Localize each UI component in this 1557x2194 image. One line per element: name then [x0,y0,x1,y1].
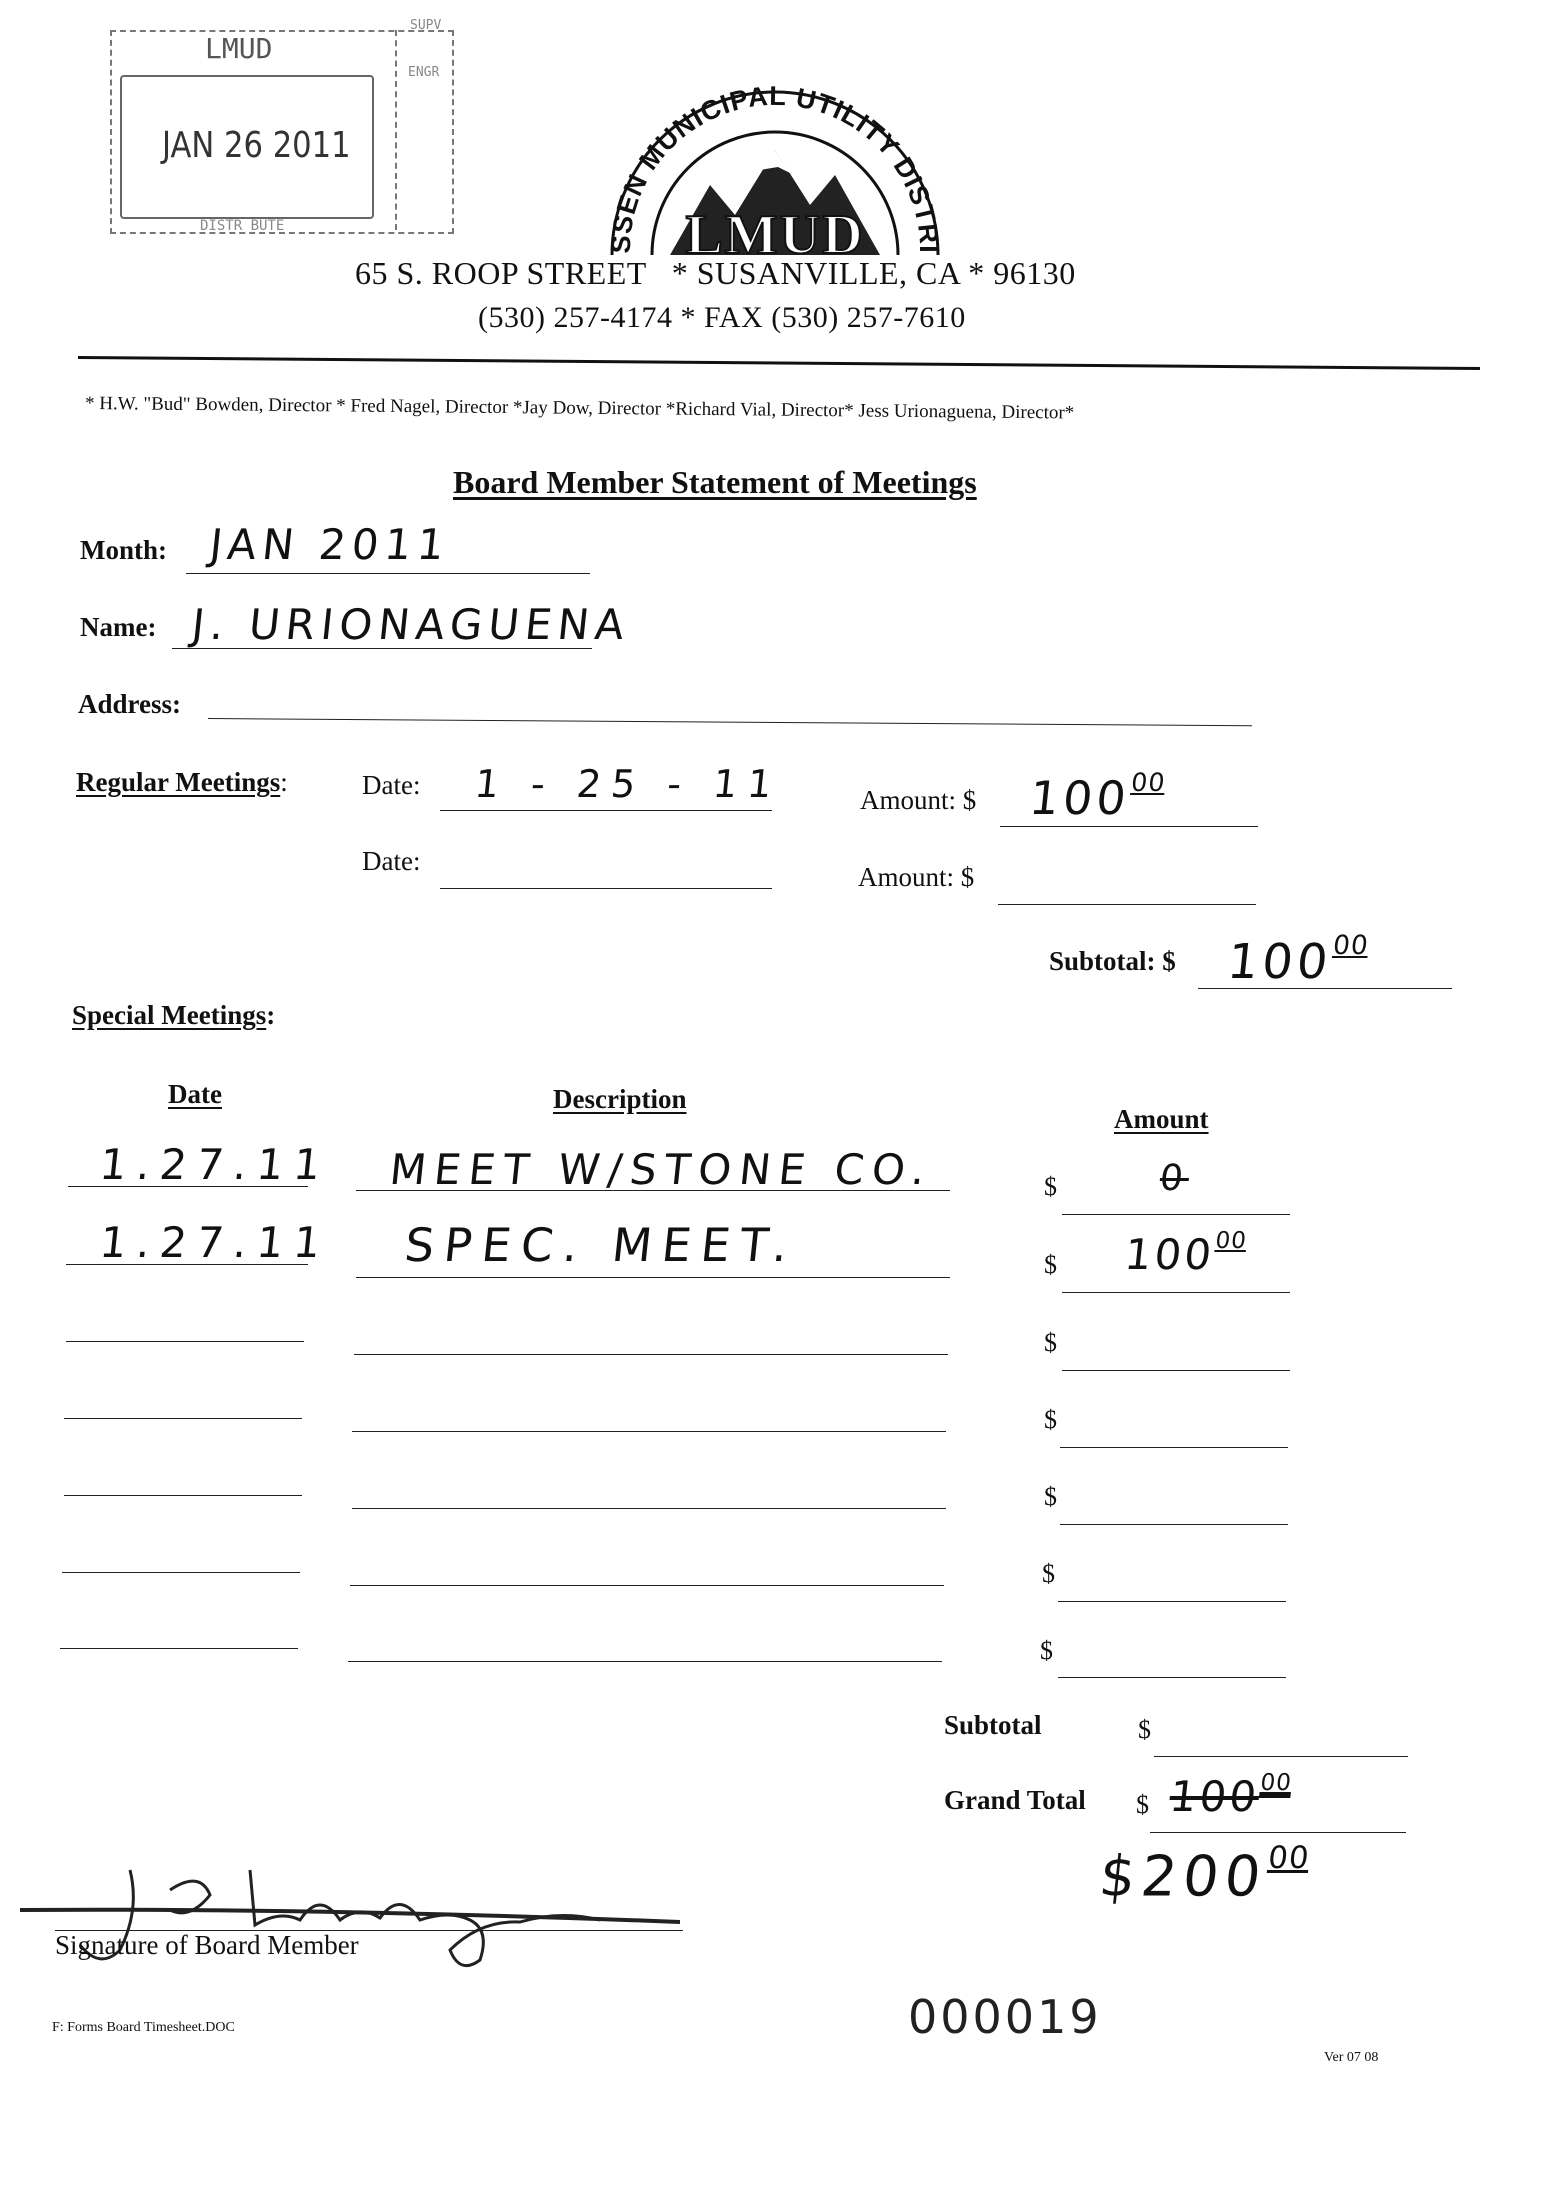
form-title: Board Member Statement of Meetings [453,464,977,500]
regular-amount-label-1: Amount: $ [860,785,977,815]
regular-meetings-text: Regular Meetings [76,767,281,797]
month-field-line [186,573,590,574]
special-meetings-text: Special Meetings [72,1000,267,1030]
received-stamp [70,10,470,245]
special-description-line [350,1585,944,1586]
special-amount-2-cents: 00 [1214,1228,1249,1254]
regular-subtotal-line [1198,988,1452,989]
district-logo [600,55,950,270]
special-amount-dollar: $ [1042,1559,1055,1588]
special-amount-2 [1122,1228,1248,1279]
grand-total-corrected [1096,1840,1311,1910]
stamp-org: LMUD [205,32,273,65]
special-description-line [356,1190,950,1191]
special-amount-line [1062,1292,1290,1293]
month-value: JAN 2011 [207,520,453,569]
special-amount-dollar: $ [1044,1328,1057,1357]
grand-total-label: Grand Total [944,1785,1086,1815]
special-amount-dollar: $ [1044,1405,1057,1434]
letterhead-phone: (530) 257-4174 * FAX (530) 257-7610 [478,301,966,334]
grand-total-struck-main: 100 [1167,1771,1262,1821]
stamp-bottom: DISTR BUTE [200,218,285,234]
name-value: J. URIONAGUENA [189,600,633,649]
grand-total-struck-cents: 00 [1259,1770,1294,1796]
document-number: 000019 [908,1990,1102,2044]
special-date-line [66,1264,308,1265]
regular-amount-label-2: Amount: $ [858,862,975,892]
special-amount-1: 0 [1157,1158,1192,1199]
regular-meetings-label [76,767,288,798]
regular-date-line-2 [440,888,772,889]
regular-subtotal-value [1225,930,1370,990]
special-amount-2-main: 100 [1122,1229,1217,1279]
grand-total-dollar: $ [1136,1790,1149,1819]
address-field-line [208,718,1252,726]
special-amount-line [1058,1677,1286,1678]
special-date-2: 1.27.11 [97,1218,333,1267]
special-meetings-label [72,1000,275,1031]
special-date-line [66,1341,304,1342]
directors-list: * H.W. "Bud" Bowden, Director * Fred Nagel, Director *Jay Dow, Director *Richard Vial, Director* Jess Urionaguena, Director* [84,393,1075,424]
special-description-line [352,1431,946,1432]
special-date-line [68,1186,308,1187]
special-description-2: SPEC. MEET. [402,1218,801,1272]
regular-date-1: 1 - 25 - 11 [472,762,784,806]
special-date-line [60,1648,298,1649]
special-amount-line [1058,1601,1286,1602]
regular-date-label-2: Date: [362,846,421,876]
special-description-line [356,1277,950,1278]
special-amount-dollar: $ [1040,1636,1053,1665]
special-subtotal-dollar: $ [1138,1715,1151,1744]
grand-total-line [1150,1832,1406,1833]
column-date-header: Date [168,1079,222,1109]
column-description-header: Description [553,1084,687,1114]
form-version: Ver 07 08 [1324,2050,1379,2065]
regular-meetings-colon: : [280,767,288,797]
special-date-line [62,1572,300,1573]
address-label: Address: [78,689,182,719]
special-amount-line [1062,1214,1290,1215]
logo-arc-text: SSEN MUNICIPAL UTILITY DISTRI [605,80,945,254]
name-label: Name: [80,612,157,642]
letterhead-rule [78,356,1480,370]
special-description-line [352,1508,946,1509]
grand-total-struck [1167,1770,1293,1821]
special-amount-dollar: $ [1044,1172,1057,1201]
special-date-line [64,1418,302,1419]
signature-label: Signature of Board Member [55,1930,359,1960]
grand-total-corrected-cents: 00 [1266,1840,1312,1876]
regular-subtotal-main: 100 [1224,933,1335,990]
special-subtotal-label: Subtotal [944,1710,1042,1740]
special-date-1: 1.27.11 [97,1140,333,1189]
regular-amount-1-cents: 00 [1129,768,1167,797]
column-amount-header: Amount [1114,1104,1209,1134]
special-amount-line [1060,1447,1288,1448]
special-date-line [64,1495,302,1496]
regular-amount-1-main: 100 [1027,770,1133,825]
regular-amount-1 [1027,768,1167,825]
regular-amount-line-1 [1000,826,1258,827]
special-amount-dollar: $ [1044,1482,1057,1511]
logo-letters: LMUD [685,204,865,266]
special-description-line [348,1661,942,1662]
special-amount-line [1060,1524,1288,1525]
month-label: Month: [80,535,167,565]
regular-date-line-1 [440,810,772,811]
stamp-side-top: SUPV [410,18,442,33]
footer-file-path: F: Forms Board Timesheet.DOC [52,2020,235,2035]
regular-amount-line-2 [998,904,1256,905]
letterhead-address: 65 S. ROOP STREET * SUSANVILLE, CA * 96130 [355,255,1076,291]
name-field-line [172,648,592,649]
regular-subtotal-cents: 00 [1331,930,1371,961]
stamp-side-divider [395,30,397,230]
grand-total-corrected-main: $200 [1096,1844,1270,1910]
special-amount-dollar: $ [1044,1250,1057,1279]
special-amount-line [1062,1370,1290,1371]
special-subtotal-line [1154,1756,1408,1757]
special-description-line [354,1354,948,1355]
stamp-side-mid: ENGR [408,65,440,80]
special-meetings-colon: : [266,1000,276,1030]
regular-subtotal-label: Subtotal: $ [1049,946,1176,976]
regular-date-label-1: Date: [362,770,421,800]
special-description-1: MEET W/STONE CO. [387,1145,936,1194]
stamp-date: JAN 26 2011 [162,125,351,166]
